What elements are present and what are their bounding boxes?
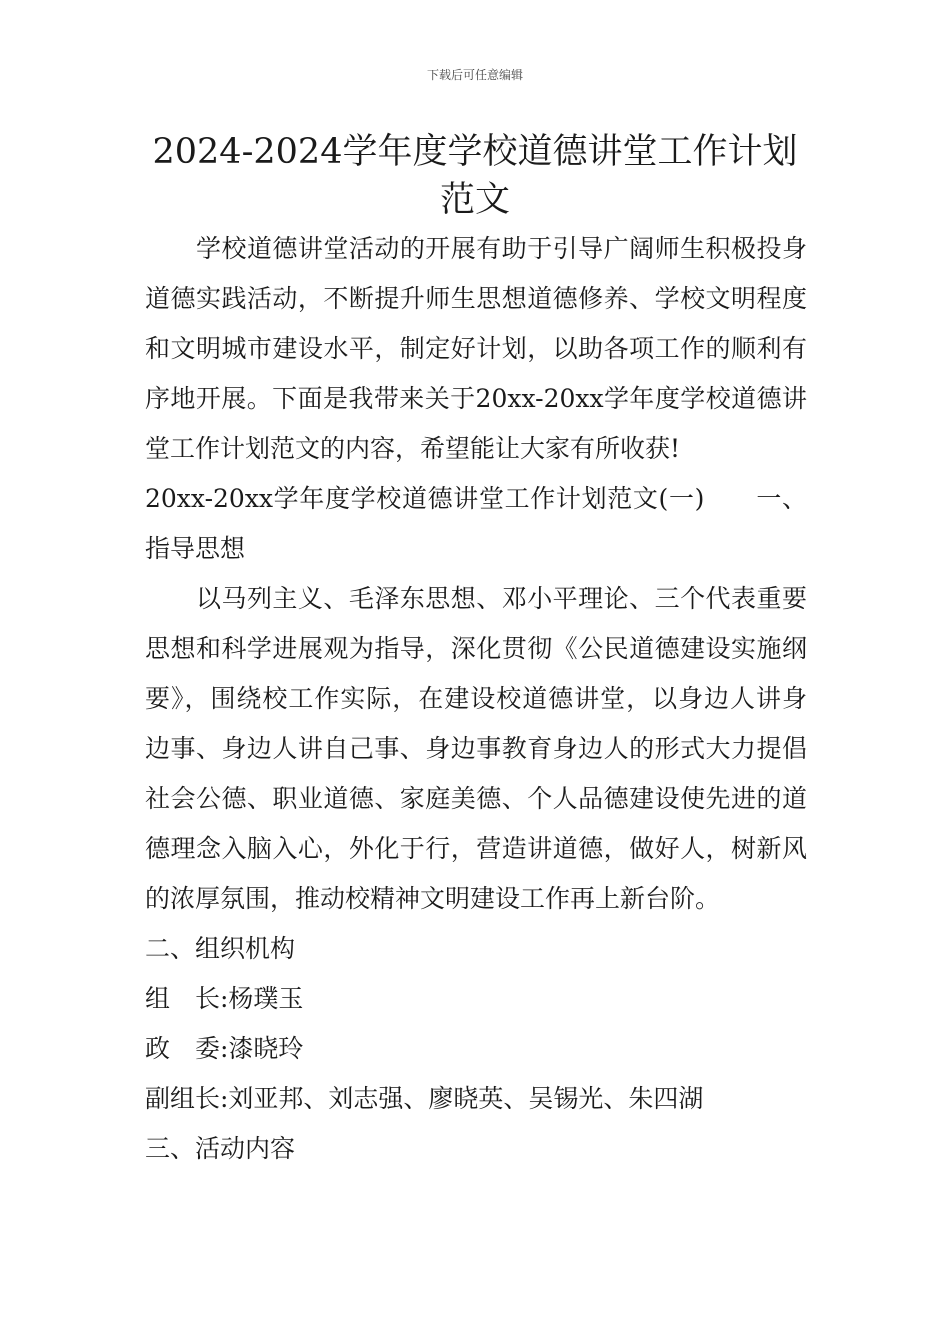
intro-paragraph: 学校道德讲堂活动的开展有助于引导广阔师生积极投身道德实践活动，不断提升师生思想道德修养、学校文明程度和文明城市建设水平，制定好计划，以助各项工作的顺利有序地开展。下面是我带来关于20xx-20xx学年度学校道德讲堂工作计划范文的内容，希望能让大家有所收获! <box>145 234 807 463</box>
commissar-line: 政 委:漆晓玲 <box>145 1034 304 1063</box>
document-body <box>145 224 807 1174</box>
section-2-heading: 二、组织机构 <box>145 934 296 963</box>
leader-line: 组 长:杨璞玉 <box>145 984 304 1013</box>
page-title: 2024-2024学年度学校道德讲堂工作计划范文 <box>152 132 798 220</box>
guiding-thought-paragraph: 以马列主义、毛泽东思想、邓小平理论、三个代表重要思想和科学进展观为指导，深化贯彻《公民道德建设实施纲要》，围绕校工作实际，在建设校道德讲堂，以身边人讲身边事、身边人讲自己事、身边事教育身边人的形式大力提倡社会公德、职业道德、家庭美德、个人品德建设使先进的道德理念入脑入心，外化于行，营造讲道德，做好人，树新风的浓厚氛围，推动校精神文明建设工作再上新台阶。 <box>145 584 807 913</box>
section-3-heading: 三、活动内容 <box>145 1134 296 1163</box>
section-title-line: 20xx-20xx学年度学校道德讲堂工作计划范文(一) 一、指导思想 <box>145 484 807 563</box>
deputy-leaders-line: 副组长:刘亚邦、刘志强、廖晓英、吴锡光、朱四湖 <box>145 1084 704 1113</box>
page-header-note: 下载后可任意编辑 <box>426 68 523 82</box>
